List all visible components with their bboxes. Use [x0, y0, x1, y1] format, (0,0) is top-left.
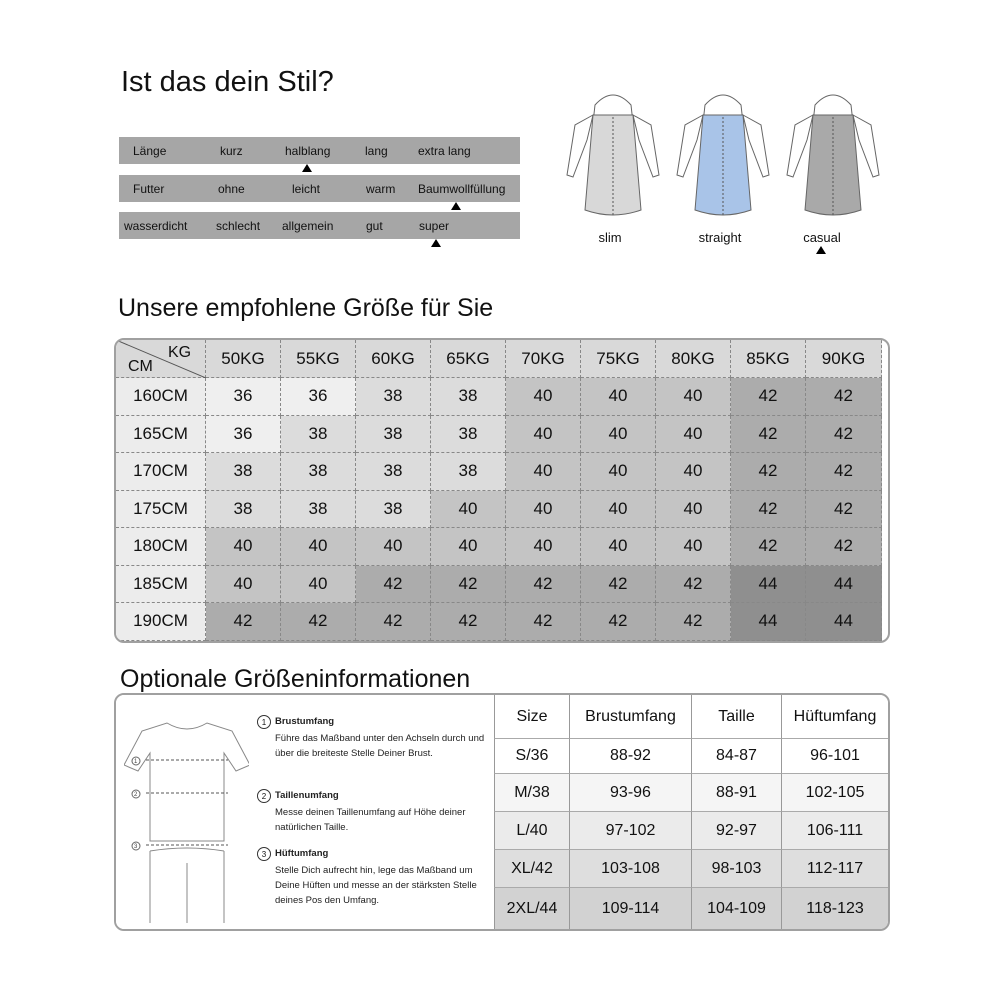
size-cell: 42 [581, 603, 656, 641]
table-header: Size [494, 695, 569, 738]
weight-header: 65KG [431, 340, 506, 378]
size-cell: 42 [731, 491, 806, 529]
size-cell: 42 [281, 603, 356, 641]
size-cell: 42 [656, 603, 731, 641]
size-cell: 44 [806, 603, 882, 641]
selected-marker-icon [451, 202, 461, 210]
size-cell: 42 [806, 378, 882, 416]
table-cell: 98-103 [691, 849, 781, 887]
size-cell: 38 [206, 453, 281, 491]
measurement-step [275, 846, 490, 908]
attribute-option: extra lang [418, 144, 471, 158]
size-cell: 36 [206, 416, 281, 454]
attribute-label: wasserdicht [124, 219, 188, 233]
table-cell: 92-97 [691, 811, 781, 849]
size-cell: 40 [506, 416, 581, 454]
corner-kg-label: KG [168, 344, 192, 361]
size-cell: 42 [731, 453, 806, 491]
table-cell: XL/42 [494, 849, 569, 887]
step-title: Brustumfang [275, 716, 335, 727]
table-cell: L/40 [494, 811, 569, 849]
size-cell: 42 [206, 603, 281, 641]
size-cell: 38 [356, 378, 431, 416]
size-cell: 42 [356, 603, 431, 641]
attribute-option: gut [366, 219, 383, 233]
coat-casual-icon [787, 95, 879, 215]
fit-selected-marker-icon [816, 246, 826, 254]
weight-header: 70KG [506, 340, 581, 378]
attribute-option: ohne [218, 182, 245, 196]
table-cell: S/36 [494, 738, 569, 773]
step-title: Taillenumfang [275, 790, 339, 801]
table-cell: 88-91 [691, 773, 781, 811]
size-cell: 40 [656, 528, 731, 566]
corner-diagonal [116, 340, 206, 378]
size-cell: 38 [281, 416, 356, 454]
attribute-label: Futter [133, 182, 165, 196]
table-cell: 96-101 [781, 738, 888, 773]
weight-header: 75KG [581, 340, 656, 378]
size-cell: 42 [356, 566, 431, 604]
fit-label-casual: casual [803, 230, 841, 245]
attribute-option: allgemein [282, 219, 334, 233]
size-cell: 40 [581, 453, 656, 491]
size-cell: 42 [806, 528, 882, 566]
corner-cm-label: CM [128, 358, 153, 375]
size-cell: 40 [206, 566, 281, 604]
size-cell: 40 [581, 416, 656, 454]
table-header: Hüftumfang [781, 695, 888, 738]
size-cell: 40 [581, 491, 656, 529]
selected-marker-icon [431, 239, 441, 247]
size-cell: 40 [656, 491, 731, 529]
size-cell: 40 [506, 491, 581, 529]
size-cell: 40 [506, 528, 581, 566]
size-cell: 40 [506, 378, 581, 416]
selected-marker-icon [302, 164, 312, 172]
coat-illustrations [560, 85, 880, 235]
size-cell: 42 [731, 416, 806, 454]
attribute-row [119, 175, 520, 202]
attribute-row [119, 137, 520, 164]
height-header: 180CM [116, 528, 206, 566]
height-header: 165CM [116, 416, 206, 454]
measurement-step [275, 714, 490, 761]
size-cell: 42 [806, 416, 882, 454]
svg-text:2: 2 [134, 792, 138, 798]
size-cell: 40 [506, 453, 581, 491]
table-cell: 97-102 [569, 811, 691, 849]
table-cell: 88-92 [569, 738, 691, 773]
table-cell: 102-105 [781, 773, 888, 811]
step-description: Führe das Maßband unter den Achseln durch und über die breiteste Stelle Deiner Brust. [275, 733, 485, 759]
weight-header: 55KG [281, 340, 356, 378]
table-cell: 103-108 [569, 849, 691, 887]
info-title: Optionale Größeninformationen [120, 665, 471, 693]
size-cell: 42 [431, 566, 506, 604]
attribute-option: Baumwollfüllung [418, 182, 506, 196]
size-cell: 38 [431, 416, 506, 454]
size-cell: 42 [656, 566, 731, 604]
size-cell: 38 [281, 491, 356, 529]
step-description: Messe deinen Taillenumfang auf Höhe deiner natürlichen Taille. [275, 807, 466, 833]
table-cell: M/38 [494, 773, 569, 811]
size-cell: 40 [581, 528, 656, 566]
size-cell: 40 [656, 453, 731, 491]
fit-label-straight: straight [698, 230, 742, 245]
size-cell: 38 [431, 453, 506, 491]
table-cell: 106-111 [781, 811, 888, 849]
size-cell: 38 [356, 416, 431, 454]
weight-header: 50KG [206, 340, 281, 378]
height-header: 160CM [116, 378, 206, 416]
attribute-option: super [419, 219, 450, 233]
height-header: 170CM [116, 453, 206, 491]
grid-corner [116, 340, 206, 378]
size-cell: 36 [281, 378, 356, 416]
coat-slim-icon [567, 95, 659, 215]
size-cell: 42 [806, 491, 882, 529]
size-cell: 44 [806, 566, 882, 604]
table-header: Brustumfang [569, 695, 691, 738]
weight-header: 60KG [356, 340, 431, 378]
size-cell: 40 [206, 528, 281, 566]
size-cell: 40 [281, 528, 356, 566]
size-cell: 42 [506, 603, 581, 641]
attribute-option: kurz [220, 144, 243, 158]
size-cell: 38 [356, 491, 431, 529]
size-cell: 44 [731, 566, 806, 604]
size-grid [114, 338, 890, 643]
size-cell: 38 [356, 453, 431, 491]
size-cell: 42 [806, 453, 882, 491]
size-cell: 40 [281, 566, 356, 604]
svg-text:3: 3 [134, 844, 138, 850]
step-description: Stelle Dich aufrecht hin, lege das Maßband um Deine Hüften und messe an der stärksten Stelle deines Pos den Umfang. [275, 865, 477, 906]
step-number-icon: 2 [257, 789, 271, 803]
size-cell: 42 [506, 566, 581, 604]
table-cell: 2XL/44 [494, 887, 569, 929]
measurement-guide [116, 695, 494, 929]
size-cell: 40 [431, 528, 506, 566]
size-cell: 42 [731, 528, 806, 566]
size-cell: 42 [431, 603, 506, 641]
measurement-step [275, 788, 490, 835]
body-figure-icon [124, 713, 249, 923]
table-cell: 118-123 [781, 887, 888, 929]
attribute-option: lang [365, 144, 388, 158]
style-title: Ist das dein Stil? [121, 66, 334, 98]
attribute-option: halblang [285, 144, 331, 158]
size-cell: 40 [656, 416, 731, 454]
attribute-label: Länge [133, 144, 167, 158]
size-cell: 40 [431, 491, 506, 529]
table-cell: 84-87 [691, 738, 781, 773]
size-cell: 40 [656, 378, 731, 416]
attribute-row [119, 212, 520, 239]
size-title: Unsere empfohlene Größe für Sie [118, 294, 494, 322]
size-cell: 38 [281, 453, 356, 491]
weight-header: 85KG [731, 340, 806, 378]
height-header: 175CM [116, 491, 206, 529]
size-cell: 40 [356, 528, 431, 566]
size-cell: 44 [731, 603, 806, 641]
size-cell: 38 [431, 378, 506, 416]
attribute-option: schlecht [216, 219, 261, 233]
table-header: Taille [691, 695, 781, 738]
height-header: 185CM [116, 566, 206, 604]
table-cell: 93-96 [569, 773, 691, 811]
step-title: Hüftumfang [275, 848, 329, 859]
size-cell: 42 [581, 566, 656, 604]
size-cell: 42 [731, 378, 806, 416]
weight-header: 80KG [656, 340, 731, 378]
height-header: 190CM [116, 603, 206, 641]
table-cell: 112-117 [781, 849, 888, 887]
svg-text:1: 1 [134, 759, 138, 765]
size-cell: 40 [581, 378, 656, 416]
coat-straight-icon [677, 95, 769, 215]
step-number-icon: 1 [257, 715, 271, 729]
attribute-option: leicht [292, 182, 321, 196]
table-cell: 104-109 [691, 887, 781, 929]
attribute-option: warm [366, 182, 396, 196]
fit-label-slim: slim [598, 230, 622, 245]
step-number-icon: 3 [257, 847, 271, 861]
size-cell: 36 [206, 378, 281, 416]
measurement-info [114, 693, 890, 931]
size-cell: 38 [206, 491, 281, 529]
weight-header: 90KG [806, 340, 882, 378]
table-cell: 109-114 [569, 887, 691, 929]
